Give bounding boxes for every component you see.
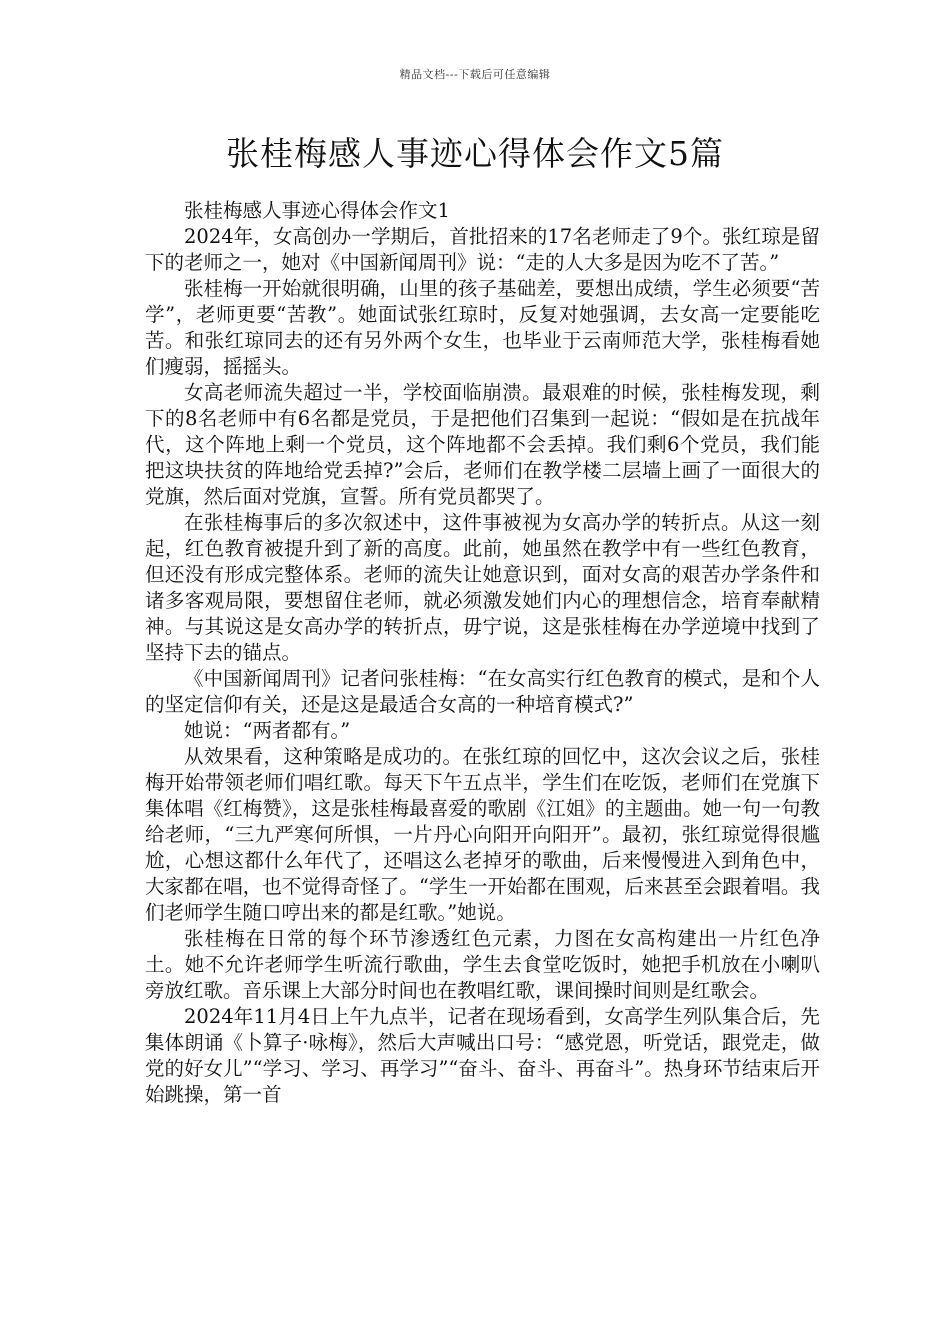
body-paragraph: 女高老师流失超过一半，学校面临崩溃。最艰难的时候，张桂梅发现，剩下的8名老师中有6名都是党员，于是把他们召集到一起说：“假如是在抗战年代，这个阵地上剩一个党员，这个阵地都不会丢掉。我们剩6个党员，我们能把这块扶贫的阵地给党丢掉?”会后，老师们在教学楼二层墙上画了一面很大的党旗，然后面对党旗，宣誓。所有党员都哭了。 — [145, 381, 820, 508]
body-paragraph: 在张桂梅事后的多次叙述中，这件事被视为女高办学的转折点。从这一刻起，红色教育被提升到了新的高度。此前，她虽然在教学中有一些红色教育，但还没有形成完整体系。老师的流失让她意识到，面对女高的艰苦办学条件和诸多客观局限，要想留住老师，就必须激发她们内心的理想信念，培育奉献精神。与其说这是女高办学的转折点，毋宁说，这是张桂梅在办学逆境中找到了坚持下去的锚点。 — [145, 511, 820, 664]
section-heading: 张桂梅感人事迹心得体会作文1 — [184, 199, 450, 222]
body-paragraph: 张桂梅在日常的每个环节渗透红色元素，力图在女高构建出一片红色净土。她不允许老师学生听流行歌曲，学生去食堂吃饭时，她把手机放在小喇叭旁放红歌。音乐课上大部分时间也在教唱红歌，课间操时间则是红歌会。 — [145, 927, 820, 1002]
body-paragraph: 从效果看，这种策略是成功的。在张红琼的回忆中，这次会议之后，张桂梅开始带领老师们唱红歌。每天下午五点半，学生们在吃饭，老师们在党旗下集体唱《红梅赞》，这是张桂梅最喜爱的歌剧《江姐》的主题曲。她一句一句教给老师，“三九严寒何所惧，一片丹心向阳开向阳开”。最初，张红琼觉得很尴尬，心想这都什么年代了，还唱这么老掉牙的歌曲，后来慢慢进入到角色中，大家都在唱，也不觉得奇怪了。“学生一开始都在围观，后来甚至会跟着唱。我们老师学生随口哼出来的都是红歌。”她说。 — [145, 745, 820, 924]
body-paragraph: 《中国新闻周刊》记者问张桂梅：“在女高实行红色教育的模式，是和个人的坚定信仰有关，还是这是最适合女高的一种培育模式?” — [145, 667, 820, 716]
document-body — [145, 198, 820, 1108]
document-title: 张桂梅感人事迹心得体会作文5篇 — [226, 134, 724, 173]
body-paragraph: 她说：“两者都有。” — [184, 719, 351, 742]
body-paragraph: 张桂梅一开始就很明确，山里的孩子基础差，要想出成绩，学生必须要“苦学”，老师更要“苦教”。她面试张红琼时，反复对她强调，去女高一定要能吃苦。和张红琼同去的还有另外两个女生，也毕业于云南师范大学，张桂梅看她们瘦弱，摇摇头。 — [145, 277, 820, 378]
body-paragraph: 2024年11月4日上午九点半，记者在现场看到，女高学生列队集合后，先集体朗诵《卜算子·咏梅》，然后大声喊出口号：“感党恩，听党话，跟党走，做党的好女儿”“学习、学习、再学习”“奋斗、奋斗、再奋斗”。热身环节结束后开始跳操，第一首 — [145, 1005, 820, 1106]
body-paragraph: 2024年，女高创办一学期后，首批招来的17名老师走了9个。张红琼是留下的老师之一，她对《中国新闻周刊》说：“走的人大多是因为吃不了苦。” — [145, 225, 820, 274]
header-note: 精品文档---下载后可任意编辑 — [399, 68, 551, 81]
